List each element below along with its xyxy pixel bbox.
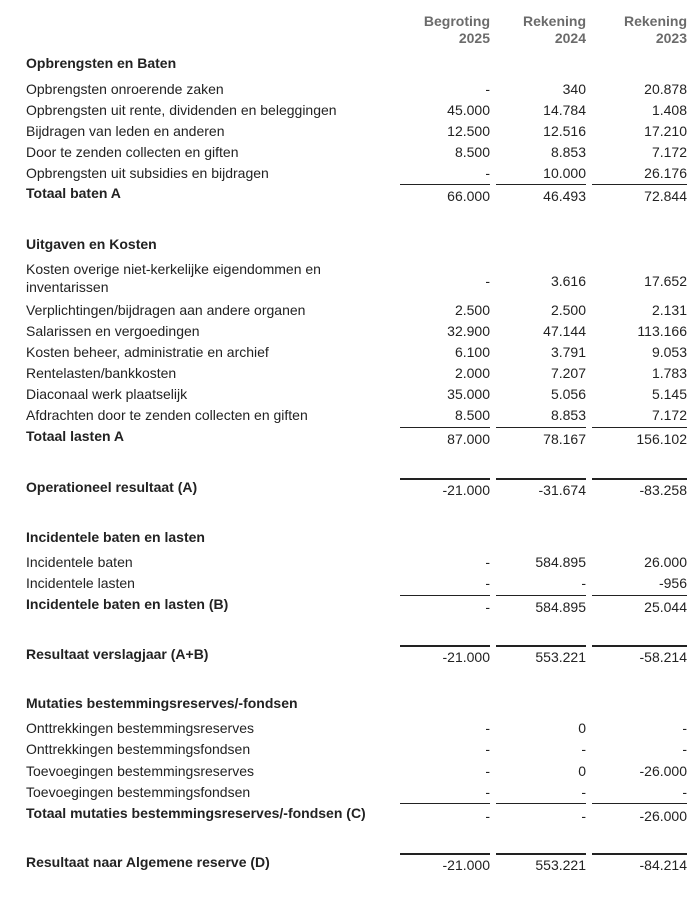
value-2024: 0 [578,763,586,779]
value-2023: 5.145 [651,386,687,402]
value-2024: -31.674 [538,482,586,498]
table-row [0,718,700,738]
table-row [0,739,700,759]
value-2023: -26.000 [639,808,687,824]
value-2025: - [485,273,490,289]
table-row [0,260,700,298]
row-label: Incidentele baten en lasten (B) [26,596,229,612]
table-row [0,761,700,781]
row-label: Kosten beheer, administratie en archief [26,344,269,360]
subtotal-rule [592,184,687,185]
value-2025: 35.000 [447,386,490,402]
subtotal-rule [496,595,586,596]
value-2024: 3.616 [550,273,586,289]
value-2025: 66.000 [447,188,490,204]
value-2023: 17.210 [644,123,687,139]
row-label: Totaal mutaties bestemmingsreserves/-fondsen (C) [26,805,366,821]
value-2023: 1.408 [651,102,687,118]
value-2023: 7.172 [651,144,687,160]
column-header-line1: Rekening [623,13,687,29]
value-2025: -21.000 [442,857,490,873]
value-2024: 12.516 [543,123,586,139]
row-label: Opbrengsten uit rente, dividenden en beleggingen [26,102,337,118]
value-2023: -956 [658,575,687,591]
column-header-line1: Begroting [423,13,490,29]
row-label: Rentelasten/bankkosten [26,365,177,381]
row-label: Incidentele baten [26,554,133,570]
table-row [0,782,700,802]
subtotal-rule [496,184,586,185]
column-header-line1: Rekening [522,13,586,29]
value-2025: 6.100 [454,344,490,360]
table-row [0,163,700,183]
section-heading-incidenteel: Incidentele baten en lasten [26,529,205,545]
table-row-total [0,806,700,826]
table-row [0,405,700,425]
row-label: Opbrengsten onroerende zaken [26,81,224,97]
row-label: Door te zenden collecten en giften [26,144,239,160]
value-2023: - [682,720,687,736]
subtotal-rule [400,803,490,804]
table-row-total [0,429,700,449]
value-2024: 0 [578,720,586,736]
value-2023: 26.000 [644,554,687,570]
table-row-result [0,647,700,667]
table-row-result [0,855,700,875]
value-2024: 553.221 [535,857,586,873]
value-2024: 10.000 [543,165,586,181]
value-2025: - [485,575,490,591]
table-row [0,300,700,320]
value-2025: -21.000 [442,649,490,665]
value-2023: 17.652 [644,273,687,289]
value-2025: 2.500 [454,302,490,318]
row-label: Onttrekkingen bestemmingsreserves [26,720,254,736]
value-2023: 25.044 [644,599,687,615]
value-2024: - [581,575,586,591]
value-2023: -26.000 [639,763,687,779]
value-2024: - [581,808,586,824]
value-2025: -21.000 [442,482,490,498]
value-2024: 8.853 [550,407,586,423]
value-2025: - [485,763,490,779]
value-2024: 5.056 [550,386,586,402]
value-2025: 2.000 [454,365,490,381]
value-2024: 47.144 [543,323,586,339]
value-2023: -83.258 [639,482,687,498]
value-2023: 156.102 [636,431,687,447]
value-2024: 2.500 [550,302,586,318]
table-row-total [0,186,700,206]
value-2023: -58.214 [639,649,687,665]
subtotal-rule [400,184,490,185]
row-label: Bijdragen van leden en anderen [26,123,225,139]
table-row [0,321,700,341]
value-2025: - [485,720,490,736]
value-2024: 78.167 [543,431,586,447]
value-2025: - [485,784,490,800]
value-2025: 12.500 [447,123,490,139]
row-label: Toevoegingen bestemmingsfondsen [26,784,251,800]
value-2023: -84.214 [639,857,687,873]
row-label: Diaconaal werk plaatselijk [26,386,188,402]
value-2025: 45.000 [447,102,490,118]
section-heading-opbrengsten: Opbrengsten en Baten [26,55,177,71]
row-label: Verplichtingen/bijdragen aan andere organen [26,302,306,318]
value-2025: 8.500 [454,407,490,423]
value-2025: - [485,741,490,757]
column-header-line2: 2025 [458,30,490,46]
value-2023: 9.053 [651,344,687,360]
column-header-rekening-2023 [592,13,687,49]
row-label: Salarissen en vergoedingen [26,323,200,339]
row-label: Incidentele lasten [26,575,135,591]
row-label: Resultaat verslagjaar (A+B) [26,646,209,662]
column-header-line2: 2024 [554,30,586,46]
row-label: Totaal baten A [26,185,121,201]
row-label: Toevoegingen bestemmingsreserves [26,763,255,779]
subtotal-rule [496,803,586,804]
value-2024: 340 [562,81,586,97]
subtotal-rule [400,427,490,428]
value-2023: 26.176 [644,165,687,181]
table-row [0,384,700,404]
row-label: Afdrachten door te zenden collecten en giften [26,407,308,423]
value-2024: 14.784 [543,102,586,118]
value-2023: 2.131 [651,302,687,318]
subtotal-rule [592,427,687,428]
value-2024: - [581,741,586,757]
row-label: Kosten overige niet-kerkelijke eigendommen en inventarissen [26,261,321,295]
value-2023: - [682,741,687,757]
value-2024: - [581,784,586,800]
row-label: Resultaat naar Algemene reserve (D) [26,854,270,870]
value-2023: 72.844 [644,188,687,204]
table-row [0,552,700,572]
value-2024: 7.207 [550,365,586,381]
value-2024: 3.791 [550,344,586,360]
value-2025: 87.000 [447,431,490,447]
value-2025: - [485,808,490,824]
value-2025: 32.900 [447,323,490,339]
table-row-total [0,597,700,617]
value-2024: 584.895 [535,554,586,570]
value-2023: 113.166 [637,323,687,339]
column-header-rekening-2024 [496,13,586,49]
value-2025: - [485,81,490,97]
subtotal-rule [400,595,490,596]
value-2025: 8.500 [454,144,490,160]
subtotal-rule [592,595,687,596]
table-row [0,342,700,362]
row-label: Operationeel resultaat (A) [26,479,198,495]
row-label: Totaal lasten A [26,428,125,444]
column-header-line2: 2023 [655,30,687,46]
section-heading-uitgaven: Uitgaven en Kosten [26,236,157,252]
value-2025: - [485,554,490,570]
table-row [0,100,700,120]
value-2025: - [485,165,490,181]
value-2023: - [682,784,687,800]
row-label: Onttrekkingen bestemmingsfondsen [26,741,251,757]
table-row-result [0,480,700,500]
table-row [0,363,700,383]
value-2025: - [485,599,490,615]
value-2023: 7.172 [651,407,687,423]
subtotal-rule [592,803,687,804]
column-header-begroting-2025 [400,13,490,49]
value-2024: 553.221 [535,649,586,665]
table-row [0,142,700,162]
table-row [0,573,700,593]
value-2023: 20.878 [644,81,687,97]
value-2024: 584.895 [535,599,586,615]
table-row [0,79,700,99]
row-label: Opbrengsten uit subsidies en bijdragen [26,165,269,181]
value-2023: 1.783 [651,365,687,381]
value-2024: 8.853 [550,144,586,160]
value-2024: 46.493 [543,188,586,204]
subtotal-rule [496,427,586,428]
table-row [0,121,700,141]
section-heading-mutaties: Mutaties bestemmingsreserves/-fondsen [26,695,298,711]
